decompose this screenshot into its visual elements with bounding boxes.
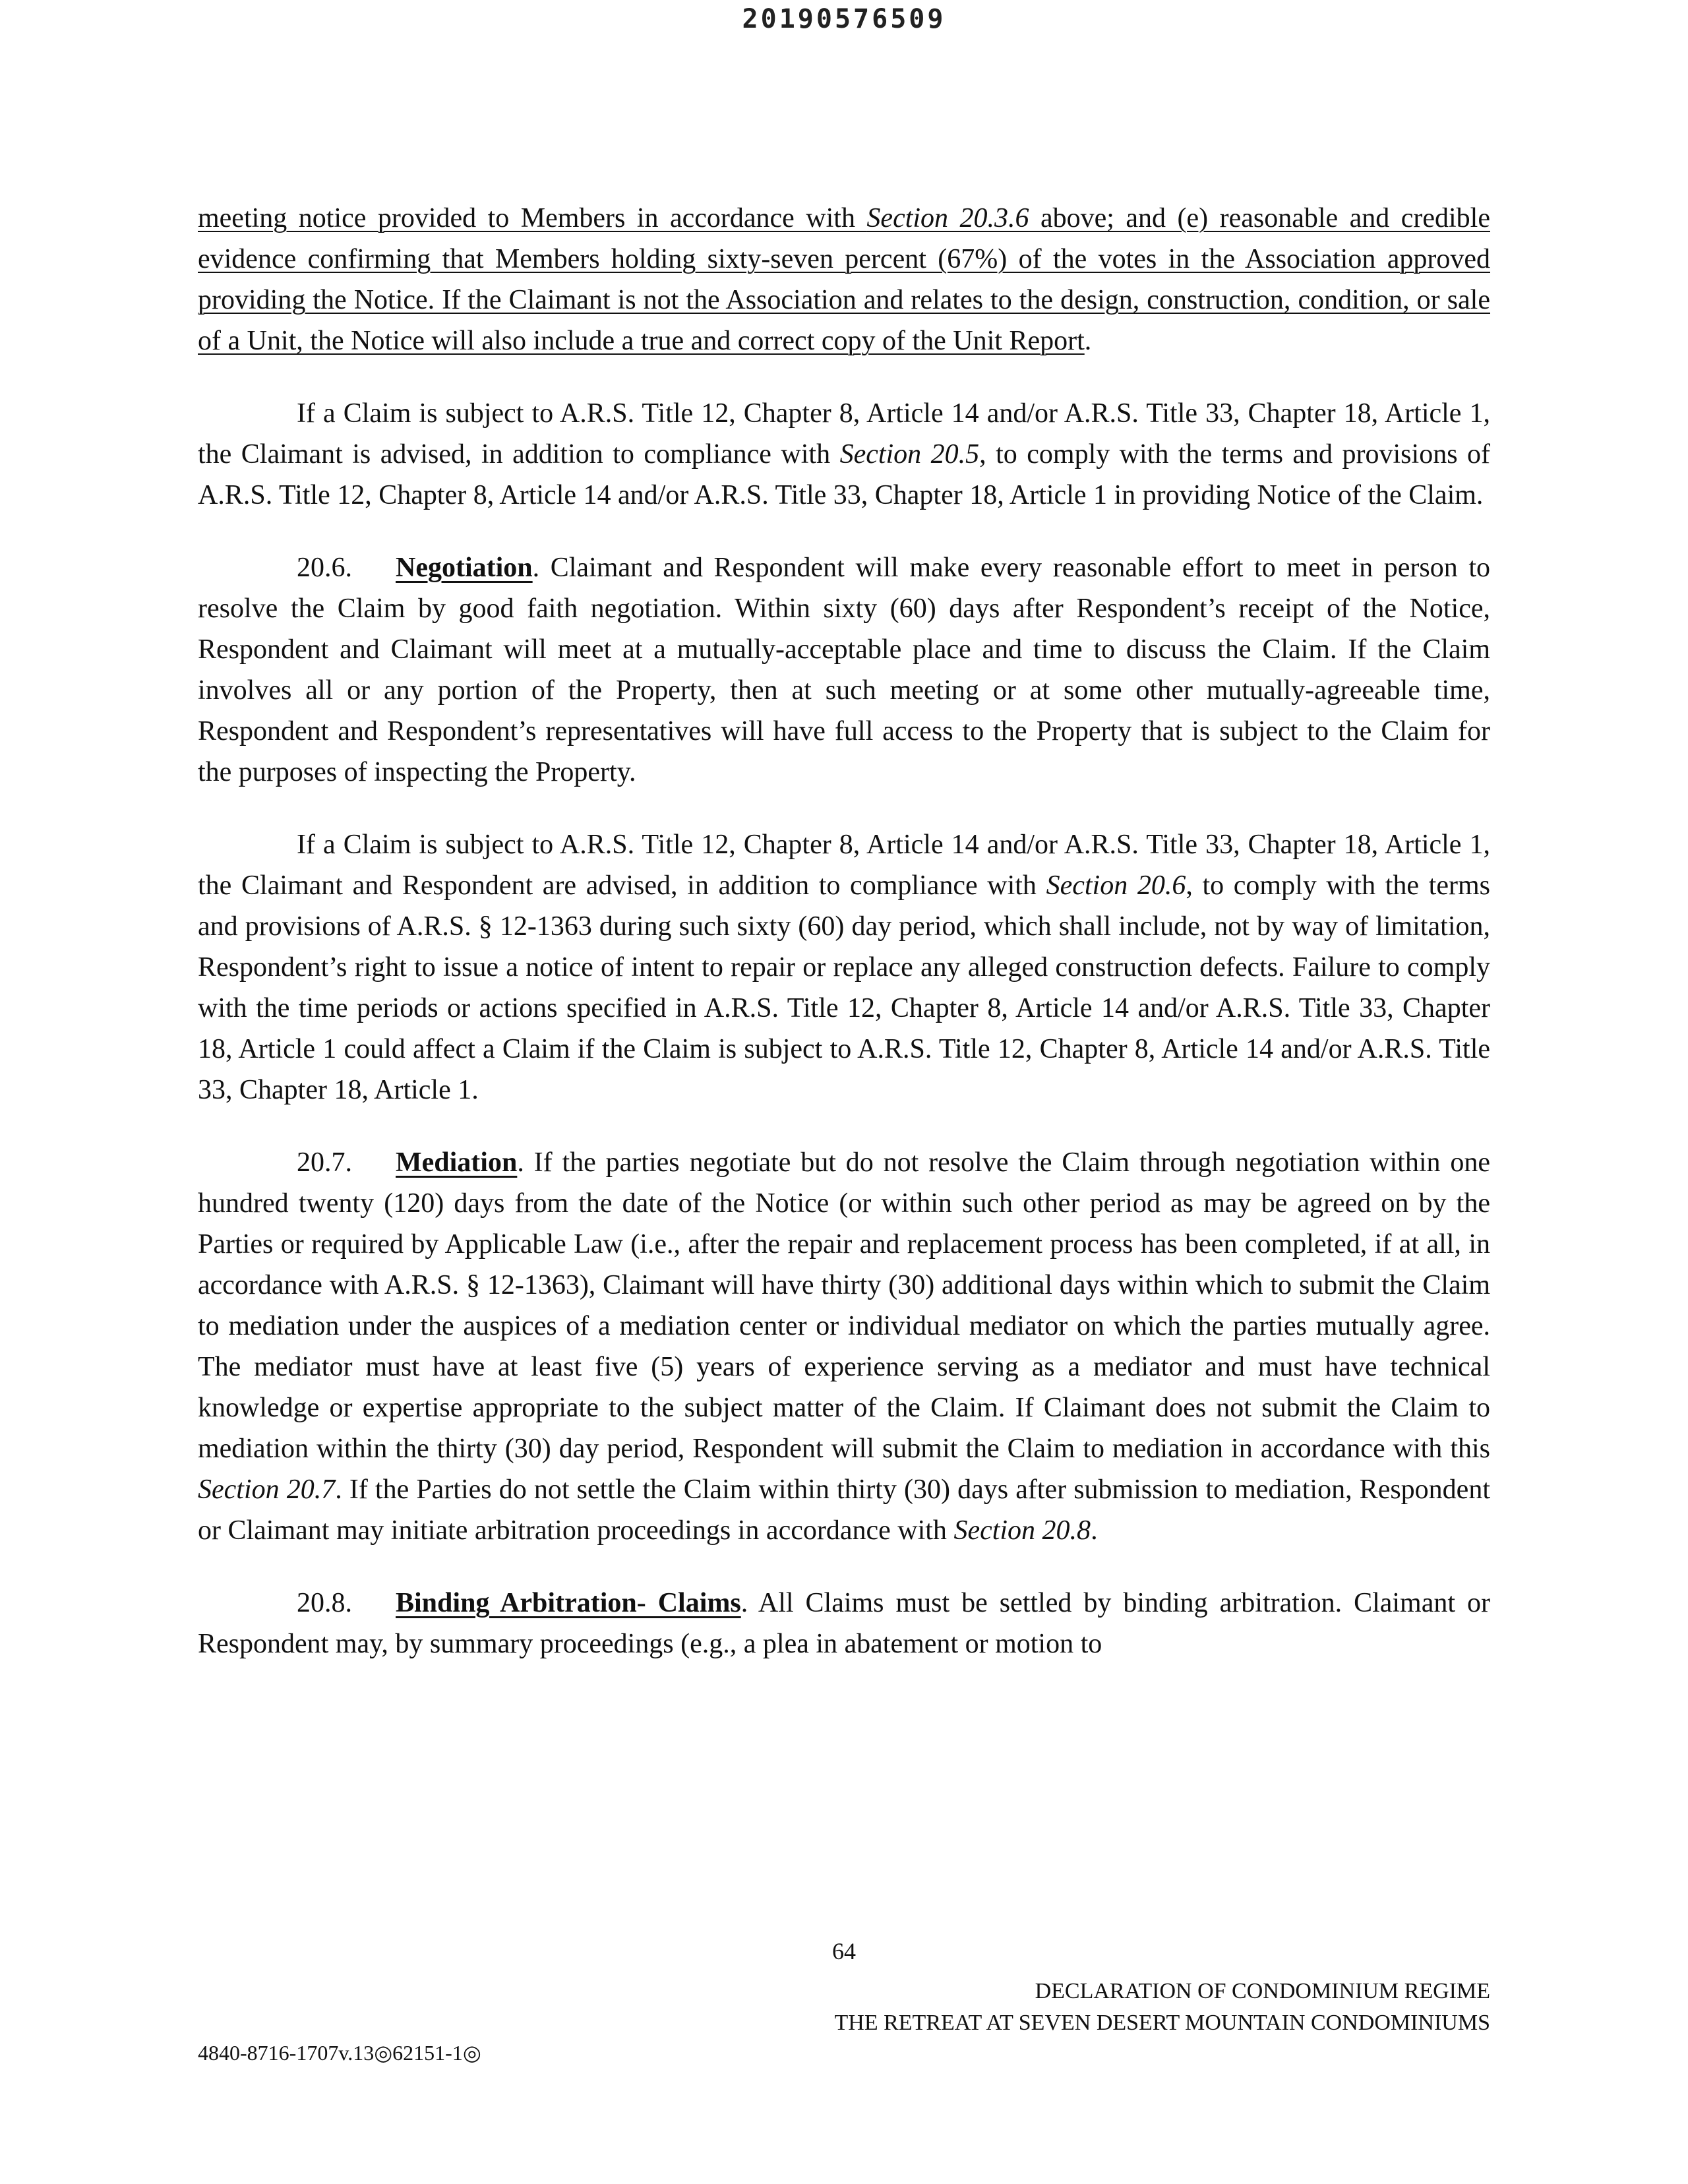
section-20-7-mediation [198, 1142, 1490, 1551]
text-run: If a Claim is subject to A.R.S. Title 12, Chapter 8, Article 14 and/or A.R.S. Title 33, Chapter 18, Article 1, the Claimant is advised, in addition to compliance with [198, 398, 1490, 470]
section-text: . [1091, 1515, 1098, 1546]
paragraph-ars-notice [198, 393, 1490, 516]
text-run: meeting notice provided to Members in accordance with [198, 203, 867, 233]
text-run: , to comply with the terms and provisions of A.R.S. Title 12, Chapter 8, Article 14 and/or A.R.S. Title 33, Chapter 18, Article 1 in providing Notice of the Claim. [198, 439, 1490, 510]
section-text: . All Claims must be settled by binding arbitration. Claimant or Respondent may, by summary proceedings (e.g., a plea in abatement or motion to [198, 1588, 1491, 1659]
footer-document-id: 4840-8716-1707v.13◎62151-1◎ [198, 2041, 481, 2065]
section-text: . Claimant and Respondent will make every reasonable effort to meet in person to resolve the Claim by good faith negotiation. Within sixty (60) days after Respondent’s receipt of the Notice, Respondent and Claimant will meet at a mutually-acceptable place and time to discuss the Claim. If the Claim involves all or any portion of the Property, then at such meeting or at some other mutually-agreeable time, Respondent and Respondent’s representatives will have full access to the Property that is subject to the Claim for the purposes of inspecting the Property. [198, 553, 1490, 787]
paragraph-notice-contents [198, 198, 1490, 361]
section-reference: Section 20.6 [1046, 870, 1186, 901]
section-reference: Section 20.5 [839, 439, 980, 470]
section-reference: Section 20.3.6 [866, 203, 1029, 233]
text-run: , to comply with the terms and provisions of A.R.S. § 12-1363 during such sixty (60) day period, which shall include, not by way of limitation, Respondent’s right to issue a notice of intent to repair or replace any alleged construction defects. Failure to comply with the time periods or actions specified in A.R.S. Title 12, Chapter 8, Article 14 and/or A.R.S. Title 33, Chapter 18, Article 1 could affect a Claim if the Claim is subject to A.R.S. Title 12, Chapter 8, Article 14 and/or A.R.S. Title 33, Chapter 18, Article 1. [198, 870, 1490, 1105]
section-text: . If the Parties do not settle the Claim within thirty (30) days after submission to mediation, Respondent or Claimant may initiate arbitration proceedings in accordance with [198, 1474, 1490, 1546]
section-reference: Section 20.8 [953, 1515, 1091, 1546]
page-number: 64 [832, 1938, 856, 1964]
section-text: . If the parties negotiate but do not resolve the Claim through negotiation within one hundred twenty (120) days from the date of the Notice (or within such other period as may be agreed on by the Parties or required by Applicable Law (i.e., after the repair and replacement process has been completed, if at all, in accordance with A.R.S. § 12-1363), Claimant will have thirty (30) additional days within which to submit the Claim to mediation under the auspices of a mediation center or individual mediator on which the parties mutually agree. The mediator must have at least five (5) years of experience serving as a mediator and must have technical knowledge or expertise appropriate to the subject matter of the Claim. If Claimant does not submit the Claim to mediation within the thirty (30) day period, Respondent will submit the Claim to mediation in accordance with this [198, 1147, 1490, 1464]
footer-title-line-1: DECLARATION OF CONDOMINIUM REGIME [1035, 1979, 1490, 2003]
text-run: If a Claim is subject to A.R.S. Title 12, Chapter 8, Article 14 and/or A.R.S. Title 33, Chapter 18, Article 1, the Claimant and Respondent are advised, in addition to compliance with [198, 830, 1490, 901]
section-number: 20.8. [297, 1588, 352, 1618]
text-run: above; and (e) reasonable and credible evidence confirming that Members holding sixty-seven percent (67%) of the votes in the Association approved providing the Notice. If the Claimant is not the Association and relates to the design, construction, condition, or sale of a Unit, the Notice will also include a true and correct copy of the Unit Report [198, 203, 1490, 356]
section-number: 20.6. [297, 553, 352, 583]
section-heading: Binding Arbitration- Claims [396, 1588, 741, 1618]
section-number: 20.7. [297, 1147, 352, 1178]
section-reference: Section 20.7 [198, 1474, 336, 1505]
footer-title-line-2: THE RETREAT AT SEVEN DESERT MOUNTAIN CONDOMINIUMS [834, 2011, 1490, 2035]
footer-document-title [835, 1976, 1490, 2039]
section-heading: Negotiation [396, 553, 533, 583]
section-20-8-binding-arbitration [198, 1583, 1490, 1664]
document-body [198, 198, 1490, 1696]
section-heading: Mediation [396, 1147, 518, 1178]
document-number: 20190576509 [742, 4, 946, 34]
section-20-6-negotiation [198, 547, 1490, 793]
text-run-end: . [1084, 326, 1092, 356]
paragraph-ars-negotiation [198, 824, 1490, 1110]
